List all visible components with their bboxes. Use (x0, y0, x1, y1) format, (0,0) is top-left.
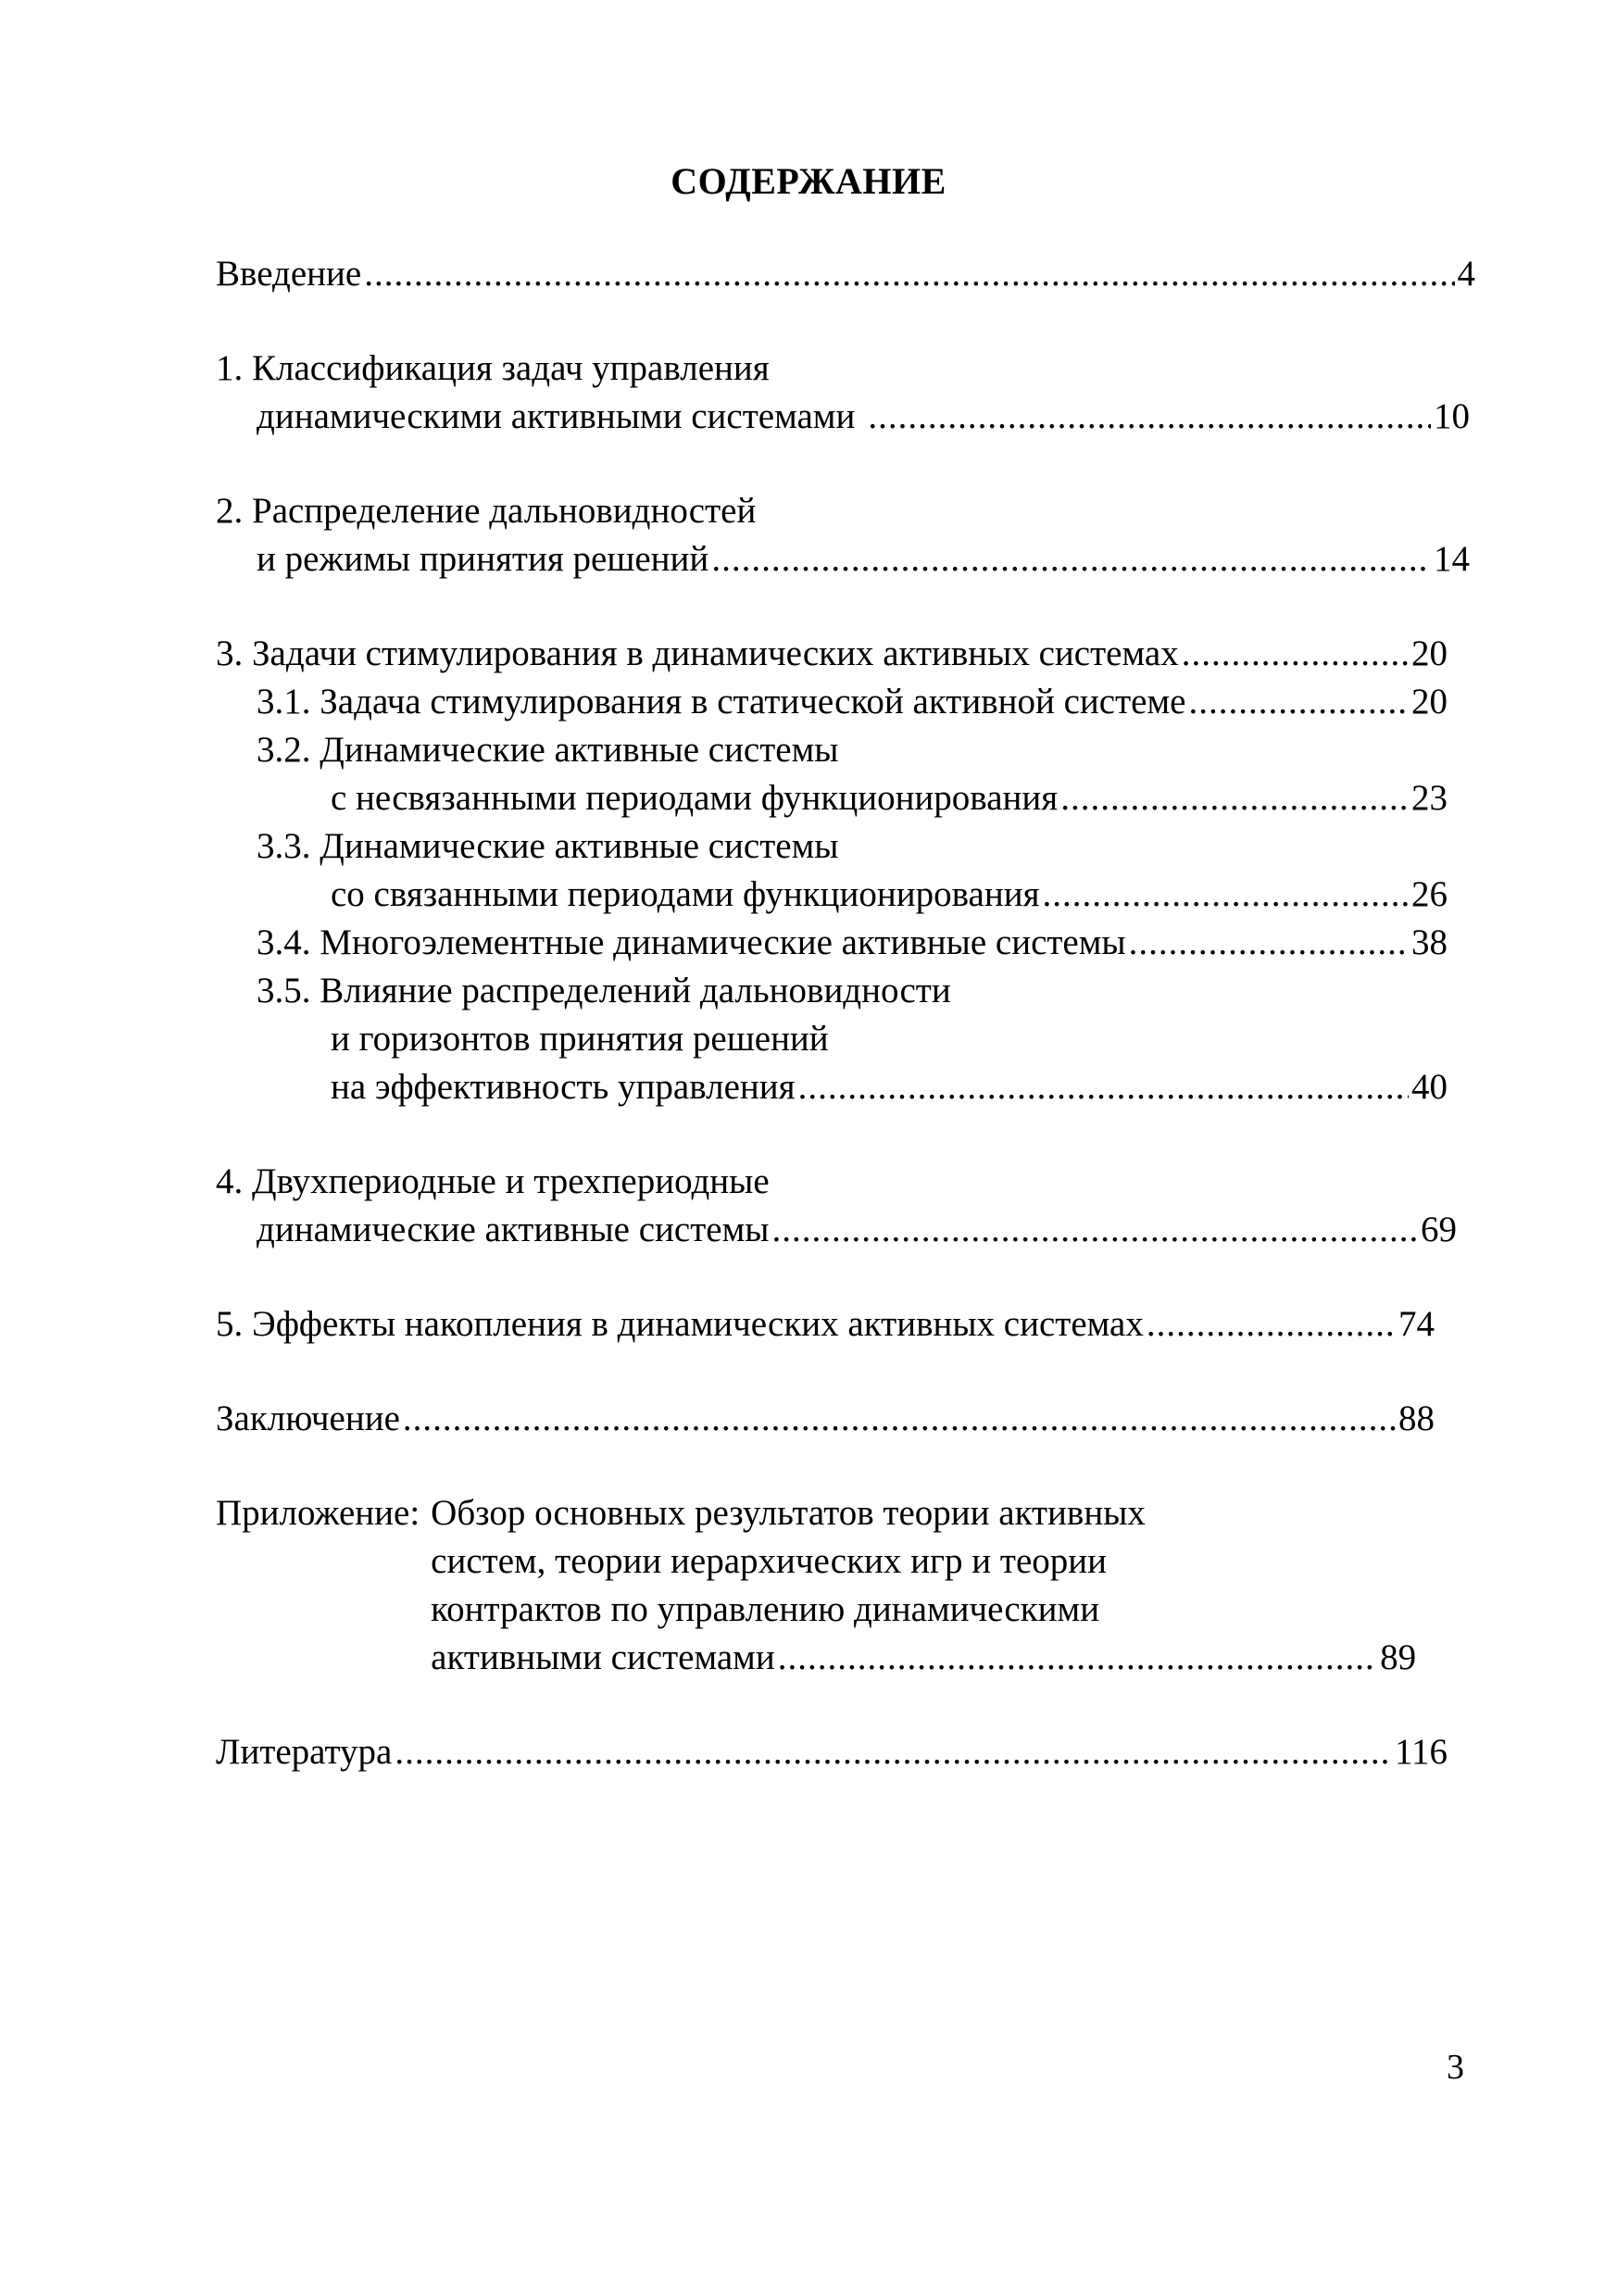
page-title: СОДЕРЖАНИЕ (671, 160, 946, 202)
toc-entry-title: с несвязанными периодами функционирования (331, 778, 1059, 818)
toc-entry-section-3-3 (216, 822, 1475, 919)
table-of-contents (216, 250, 1475, 1776)
leader-dots (1043, 871, 1409, 919)
toc-entry-title: 3.4. Многоэлементные динамические активные системы (257, 922, 1126, 962)
leader-dots (798, 1063, 1409, 1111)
toc-entry-label: Приложение: (216, 1493, 420, 1533)
leader-dots (771, 1206, 1418, 1254)
toc-entry-section-3-5 (216, 967, 1475, 1111)
toc-entry-title: Введение (216, 254, 362, 294)
toc-entry-chapter-2 (216, 487, 1475, 583)
toc-entry-title: динамическими активными системами (257, 396, 856, 436)
page-number: 3 (1447, 2048, 1464, 2087)
toc-entry-chapter-1 (216, 345, 1475, 441)
toc-entry-chapter-4 (216, 1158, 1475, 1254)
toc-entry-title: и горизонтов принятия решений (331, 1019, 829, 1059)
toc-page-number: 88 (1398, 1399, 1435, 1438)
leader-dots (1060, 774, 1409, 822)
toc-entry-title: 3.3. Динамические активные системы (257, 826, 839, 866)
toc-page-number: 26 (1411, 874, 1448, 914)
leader-dots (403, 1395, 1396, 1443)
leader-dots (778, 1634, 1377, 1682)
leader-dots (711, 535, 1431, 583)
toc-entry-title: Заключение (216, 1399, 400, 1438)
toc-entry-title: 3.1. Задача стимулирования в статической активной системе (257, 682, 1186, 721)
toc-entry-title: 1. Классификация задач управления (216, 348, 770, 388)
toc-entry-section-3-1 (216, 678, 1475, 726)
toc-page-number: 38 (1411, 922, 1448, 962)
toc-page-number: 14 (1434, 539, 1470, 579)
toc-entry-chapter-5 (216, 1300, 1475, 1349)
toc-entry-appendix (216, 1489, 1475, 1682)
toc-entry-title: 3.2. Динамические активные системы (257, 730, 839, 770)
toc-entry-title: 2. Распределение дальновидностей (216, 491, 757, 531)
toc-entry-title: систем, теории иерархических игр и теории (431, 1541, 1107, 1581)
toc-entry-section-3-4 (216, 919, 1475, 967)
toc-entry-title: 3.5. Влияние распределений дальновидности (257, 971, 951, 1010)
toc-entry-chapter-3 (216, 630, 1475, 678)
leader-dots (1182, 630, 1409, 678)
toc-entry-title: на эффективность управления (331, 1067, 796, 1107)
toc-entry-title: 5. Эффекты накопления в динамических активных системах (216, 1304, 1144, 1344)
toc-page-number: 20 (1411, 682, 1448, 721)
leader-dots (868, 393, 1431, 441)
toc-page-number: 69 (1421, 1210, 1457, 1249)
toc-page-number: 20 (1411, 634, 1448, 673)
toc-entry-section-3-2 (216, 726, 1475, 822)
toc-entry-title: динамические активные системы (257, 1210, 770, 1249)
toc-page-number: 116 (1394, 1732, 1448, 1772)
toc-page-number: 23 (1411, 778, 1448, 818)
leader-dots (1147, 1300, 1396, 1349)
leader-dots (1188, 678, 1409, 726)
toc-entry-title: контрактов по управлению динамическими (431, 1589, 1100, 1629)
toc-entry-title: Литература (216, 1732, 393, 1772)
leader-dots (1129, 919, 1409, 967)
toc-entry-literature (216, 1728, 1475, 1776)
toc-page-number: 74 (1398, 1304, 1435, 1344)
toc-entry-intro (216, 250, 1475, 298)
toc-page-number: 89 (1380, 1637, 1417, 1677)
toc-entry-title: 3. Задачи стимулирования в динамических активных системах (216, 634, 1179, 673)
toc-entry-conclusion (216, 1395, 1475, 1443)
toc-page-number: 10 (1434, 396, 1470, 436)
toc-page-number: 40 (1411, 1067, 1448, 1107)
leader-dots (395, 1728, 1392, 1776)
toc-page-number: 4 (1457, 254, 1475, 294)
leader-dots (364, 250, 1454, 298)
toc-entry-title: и режимы принятия решений (257, 539, 709, 579)
toc-entry-title: 4. Двухпериодные и трехпериодные (216, 1161, 770, 1201)
toc-entry-title: со связанными периодами функционирования (331, 874, 1040, 914)
toc-entry-title: активными системами (431, 1637, 775, 1677)
toc-entry-title: Обзор основных результатов теории активных (431, 1493, 1146, 1533)
